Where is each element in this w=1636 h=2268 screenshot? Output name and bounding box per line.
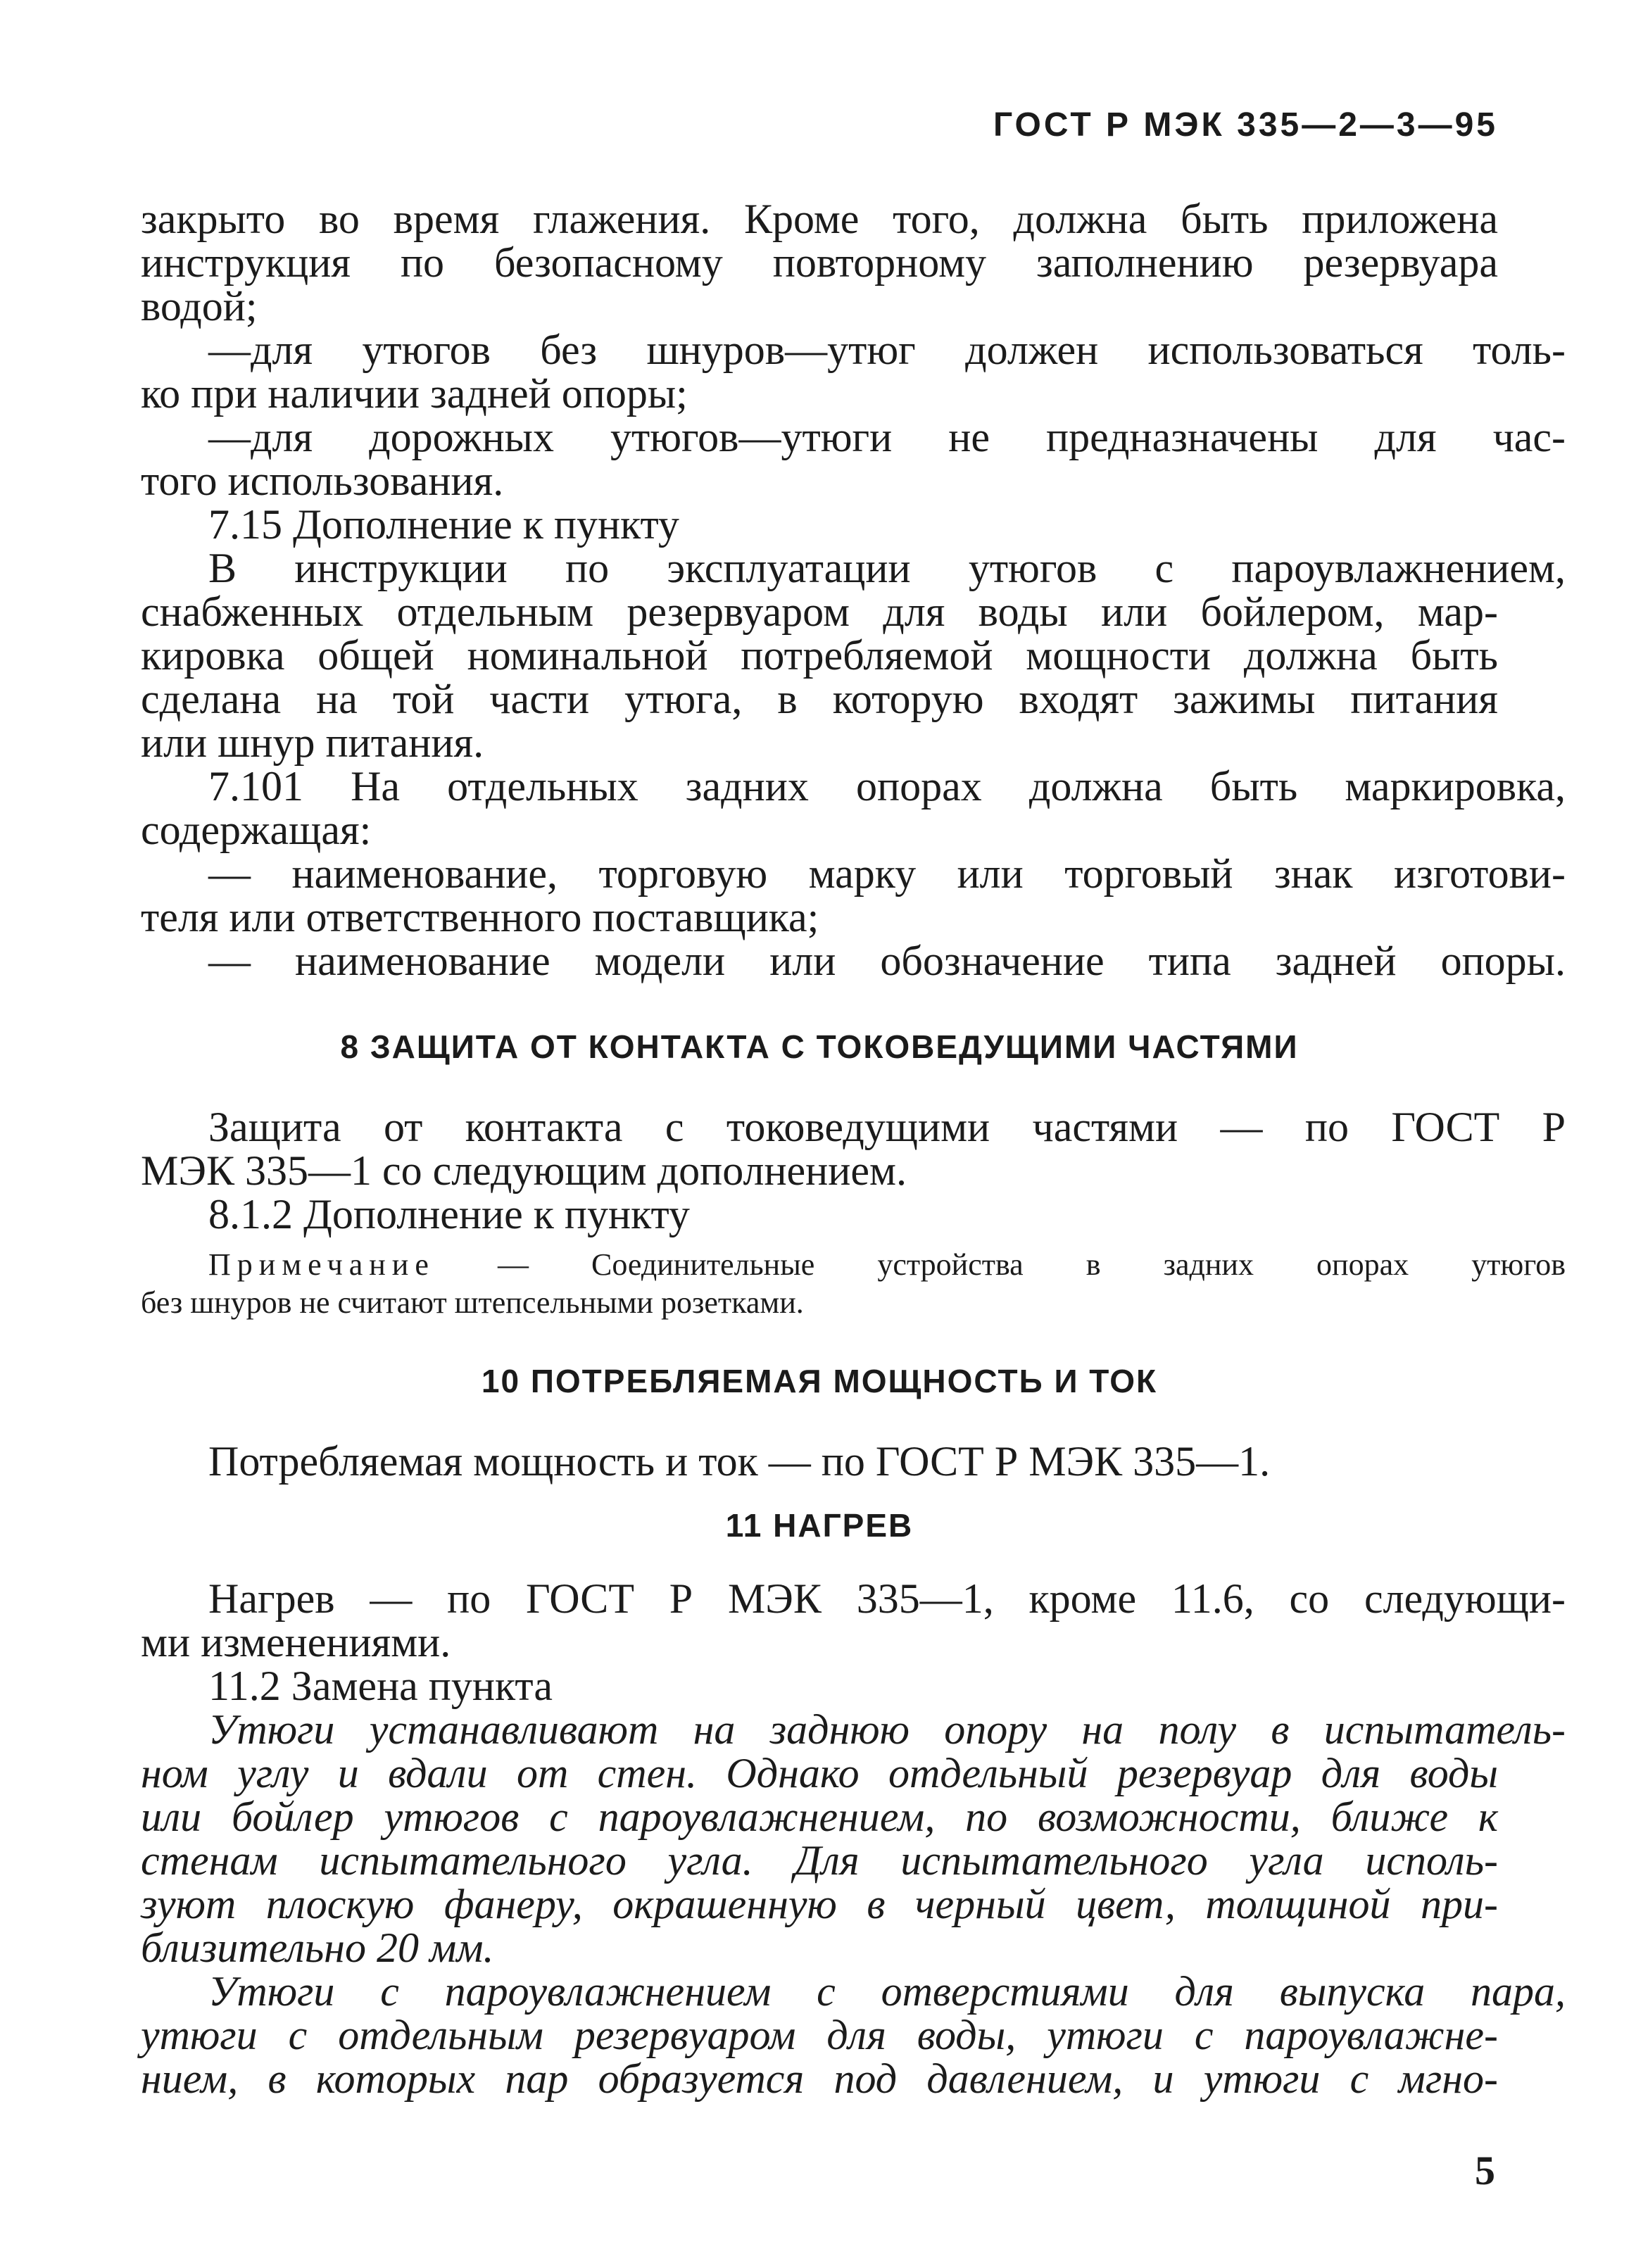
standard-header: ГОСТ Р МЭК 335—2—3—95: [993, 106, 1498, 144]
note-line: [141, 1246, 1566, 1284]
section-8-heading: 8 ЗАЩИТА ОТ КОНТАКТА С ТОКОВЕДУЩИМИ ЧАСТЯМИ: [340, 1028, 1299, 1065]
text-line: ко при наличии задней опоры;: [141, 370, 688, 417]
text-line: того использования.: [141, 458, 504, 504]
note-text: — Соединительные устройства в задних опорах утюгов: [434, 1247, 1566, 1282]
italic-line: утюги с отдельным резервуаром для воды, утюги с пароувлажне-: [141, 2012, 1498, 2058]
section-7-15: 7.15 Дополнение к пункту: [208, 501, 679, 548]
section-7-101: 7.101 На отдельных задних опорах должна быть маркировка,: [208, 763, 1566, 809]
italic-line: стенам испытательного угла. Для испытательного угла исполь-: [141, 1837, 1498, 1884]
text-line: Потребляемая мощность и ток — по ГОСТ Р МЭК 335—1.: [208, 1438, 1271, 1485]
text-line: — наименование, торговую марку или торговый знак изготови-: [208, 850, 1566, 897]
text-line: кировка общей номинальной потребляемой мощности должна быть: [141, 632, 1498, 679]
text-line: — наименование модели или обозначение типа задней опоры.: [208, 938, 1566, 984]
italic-line: близительно 20 мм.: [141, 1924, 494, 1971]
italic-line: зуют плоскую фанеру, окрашенную в черный цвет, толщиной при-: [141, 1881, 1498, 1927]
italic-line: или бойлер утюгов с пароувлажнением, по возможности, ближе к: [141, 1794, 1498, 1840]
italic-line: ном углу и вдали от стен. Однако отдельный резервуар для воды: [141, 1750, 1498, 1796]
section-11-heading: 11 НАГРЕВ: [725, 1507, 914, 1544]
text-line: В инструкции по эксплуатации утюгов с пароувлажнением,: [208, 545, 1566, 591]
text-line: водой;: [141, 283, 258, 329]
text-line: инструкция по безопасному повторному заполнению резервуара: [141, 239, 1498, 286]
italic-line: Утюги устанавливают на заднюю опору на полу в испытатель-: [208, 1706, 1566, 1753]
text-line: ми изменениями.: [141, 1619, 451, 1665]
note-line: без шнуров не считают штепсельными розетками.: [141, 1285, 804, 1320]
section-11-2: 11.2 Замена пункта: [208, 1663, 553, 1709]
text-line: —для дорожных утюгов—утюги не предназначены для час-: [208, 414, 1566, 460]
text-line: —для утюгов без шнуров—утюг должен использоваться толь-: [208, 327, 1566, 373]
section-10-heading: 10 ПОТРЕБЛЯЕМАЯ МОЩНОСТЬ И ТОК: [481, 1363, 1158, 1399]
text-line: содержащая:: [141, 807, 372, 853]
text-line: или шнур питания.: [141, 719, 484, 766]
text-line: МЭК 335—1 со следующим дополнением.: [141, 1147, 907, 1194]
text-line: закрыто во время глажения. Кроме того, должна быть приложена: [141, 196, 1498, 242]
text-line: снабженных отдельным резервуаром для воды или бойлером, мар-: [141, 588, 1498, 635]
text-line: Защита от контакта с токоведущими частями — по ГОСТ Р: [208, 1104, 1566, 1150]
section-8-1-2: 8.1.2 Дополнение к пункту: [208, 1191, 690, 1237]
note-label: Примечание: [208, 1247, 435, 1282]
text-line: Нагрев — по ГОСТ Р МЭК 335—1, кроме 11.6, со следующи-: [208, 1575, 1566, 1622]
page-number: 5: [1475, 2148, 1495, 2193]
italic-line: нием, в которых пар образуется под давлением, и утюги с мгно-: [141, 2055, 1498, 2102]
text-line: теля или ответственного поставщика;: [141, 894, 819, 940]
text-line: сделана на той части утюга, в которую входят зажимы питания: [141, 676, 1498, 722]
italic-line: Утюги с пароувлажнением с отверстиями для выпуска пара,: [208, 1968, 1566, 2015]
